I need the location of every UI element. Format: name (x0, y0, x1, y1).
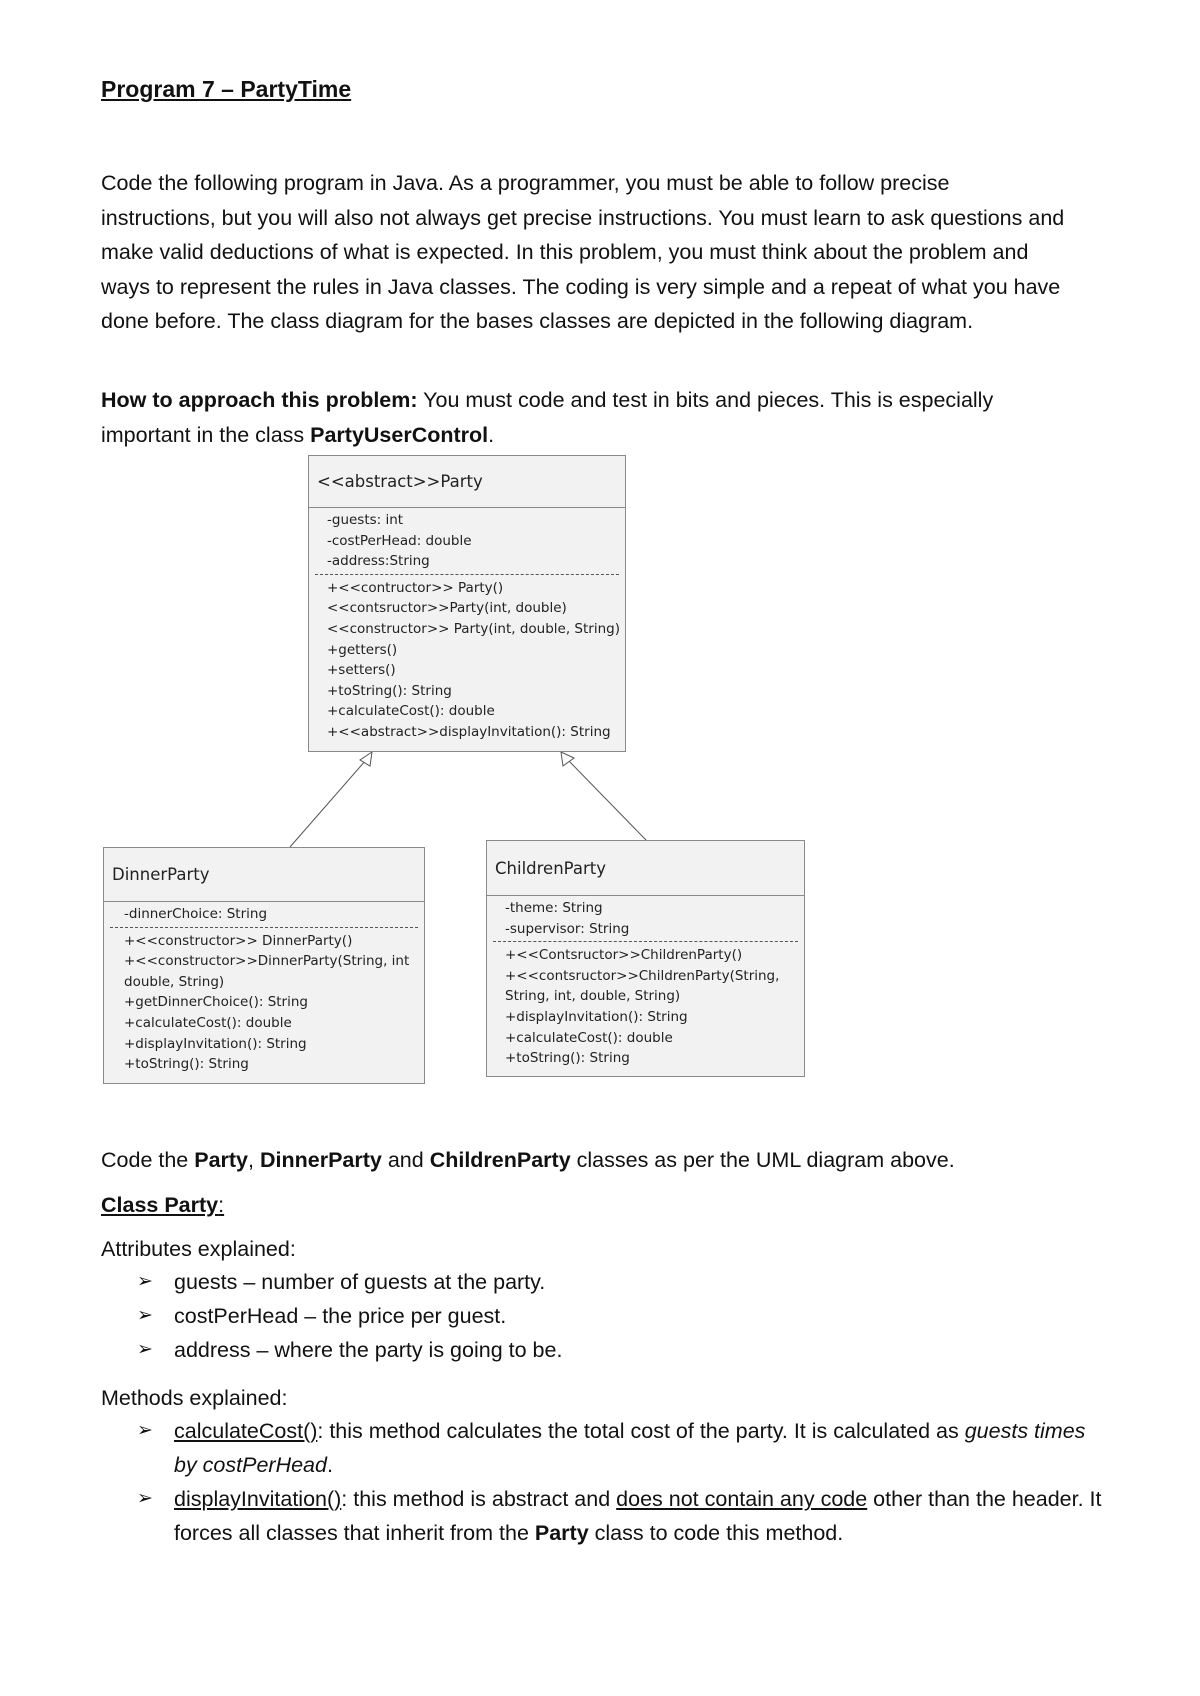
uml-methods (487, 945, 804, 1069)
uml-method: +toString(): String (124, 1056, 249, 1073)
arrow-bullet-icon: ➢ (137, 1271, 153, 1292)
uml-attribute: -guests: int (327, 512, 404, 528)
arrow-bullet-icon: ➢ (137, 1488, 153, 1509)
methods-list (137, 1414, 1114, 1550)
uml-method: +getters() (327, 641, 398, 658)
intro-line: done before. The class diagram for the bases classes are depicted in the following diagram. (101, 309, 974, 333)
arrow-bullet-icon: ➢ (137, 1305, 153, 1326)
uml-method: +toString(): String (327, 682, 452, 699)
code-instruction (101, 1148, 955, 1173)
list-item (137, 1482, 1114, 1550)
class-name: Party (194, 1148, 249, 1172)
uml-attribute: -address:String (327, 553, 430, 570)
uml-attribute: -supervisor: String (505, 920, 630, 937)
approach-text: You must code and test in bits and pieces. This is especially (417, 388, 994, 412)
children-inherit-line (568, 760, 646, 840)
uml-methods (309, 578, 625, 743)
list-item-text: address – where the party is going to be. (174, 1338, 563, 1362)
list-item (137, 1414, 1114, 1482)
dinner-inherit-line (290, 760, 366, 847)
text-run: class to code this method. (588, 1521, 844, 1545)
uml-method: +<<constructor>>DinnerParty(String, int double, String) (124, 953, 410, 990)
list-item (137, 1265, 1114, 1299)
uml-class-name: ChildrenParty (487, 841, 804, 896)
uml-class-party (308, 455, 626, 752)
uml-attributes (487, 896, 804, 939)
uml-method: +displayInvitation(): String (505, 1008, 688, 1025)
intro-line: instructions, but you will also not always get precise instructions. You must learn to ask questions and (101, 205, 1065, 230)
list-item (137, 1333, 1114, 1367)
uml-method: +displayInvitation(): String (124, 1035, 307, 1052)
uml-divider (110, 927, 418, 928)
uml-divider (315, 574, 619, 575)
uml-method: +<<contsructor>>ChildrenParty(String, String, int, double, String) (505, 967, 780, 1005)
uml-attribute: -costPerHead: double (327, 532, 472, 549)
uml-attribute: -theme: String (505, 900, 603, 916)
class-party-label: Class Party (101, 1193, 219, 1217)
method-name: calculateCost() (174, 1419, 318, 1443)
uml-method: <<contsructor>>Party(int, double) (327, 600, 567, 617)
uml-method: +calculateCost(): double (124, 1014, 292, 1031)
approach-text: important in the class (101, 422, 311, 447)
class-name: ChildrenParty (429, 1148, 571, 1172)
intro-line: ways to represent the rules in Java classes. The coding is very simple and a repeat of what you have (101, 274, 1061, 299)
heading-colon: : (218, 1193, 225, 1217)
list-item-text: costPerHead – the price per guest. (174, 1304, 507, 1328)
underlined-text: does not contain any code (616, 1487, 868, 1511)
uml-method: +toString(): String (505, 1050, 630, 1067)
uml-method: +<<abstract>>displayInvitation(): String (327, 723, 611, 740)
arrow-bullet-icon: ➢ (137, 1420, 153, 1441)
text-run: . (326, 1453, 333, 1477)
list-item-text: guests – number of guests at the party. (174, 1270, 546, 1294)
text-run: classes as per the UML diagram above. (570, 1148, 955, 1172)
text-run: , (248, 1148, 260, 1172)
uml-method: <<constructor>> Party(int, double, String) (327, 620, 620, 637)
text-run: other than the header. It forces all classes that inherit from the (174, 1487, 1102, 1545)
text-run: : this method is abstract and (341, 1487, 617, 1511)
class-name: Party (534, 1521, 589, 1545)
dinner-inherit-arrowhead (360, 752, 372, 766)
uml-class-name: <<abstract>>Party (309, 456, 625, 508)
uml-class-childrenparty (486, 840, 805, 1077)
uml-attribute: -dinnerChoice: String (124, 906, 268, 922)
uml-attributes (104, 902, 424, 925)
attributes-list (137, 1265, 1114, 1367)
page-title: Program 7 – PartyTime (101, 76, 352, 102)
methods-heading: Methods explained: (101, 1386, 288, 1410)
approach-class-name: PartyUserControl (310, 422, 489, 447)
attributes-heading: Attributes explained: (101, 1237, 296, 1261)
class-name: DinnerParty (259, 1148, 382, 1172)
approach-lead: How to approach this problem: (101, 388, 418, 412)
uml-divider (493, 941, 798, 942)
uml-method: +calculateCost(): double (327, 703, 495, 720)
uml-methods (104, 931, 424, 1075)
intro-line: Code the following program in Java. As a programmer, you must be able to follow precise (101, 171, 950, 195)
uml-method: +setters() (327, 662, 396, 679)
uml-class-dinnerparty (103, 847, 425, 1084)
uml-method: +calculateCost(): double (505, 1029, 673, 1046)
uml-method: +<<Contsructor>>ChildrenParty() (505, 947, 743, 964)
class-party-heading (101, 1193, 224, 1218)
text-run: and (381, 1148, 430, 1172)
text-run: : this method calculates the total cost of the party. It is calculated as (317, 1419, 965, 1443)
uml-class-name: DinnerParty (104, 848, 424, 902)
intro-line: make valid deductions of what is expected. In this problem, you must think about the problem and (101, 240, 1029, 264)
uml-method: +getDinnerChoice(): String (124, 994, 308, 1011)
list-item (137, 1299, 1114, 1333)
uml-method: +<<constructor>> DinnerParty() (124, 932, 353, 949)
method-name: displayInvitation() (174, 1487, 342, 1511)
uml-method: +<<contructor>> Party() (327, 579, 504, 596)
text-run: Code the (101, 1148, 195, 1172)
approach-text: . (488, 422, 495, 447)
uml-attributes (309, 508, 625, 572)
italic-text: guests times by costPerHead (174, 1419, 1086, 1477)
arrow-bullet-icon: ➢ (137, 1339, 153, 1360)
